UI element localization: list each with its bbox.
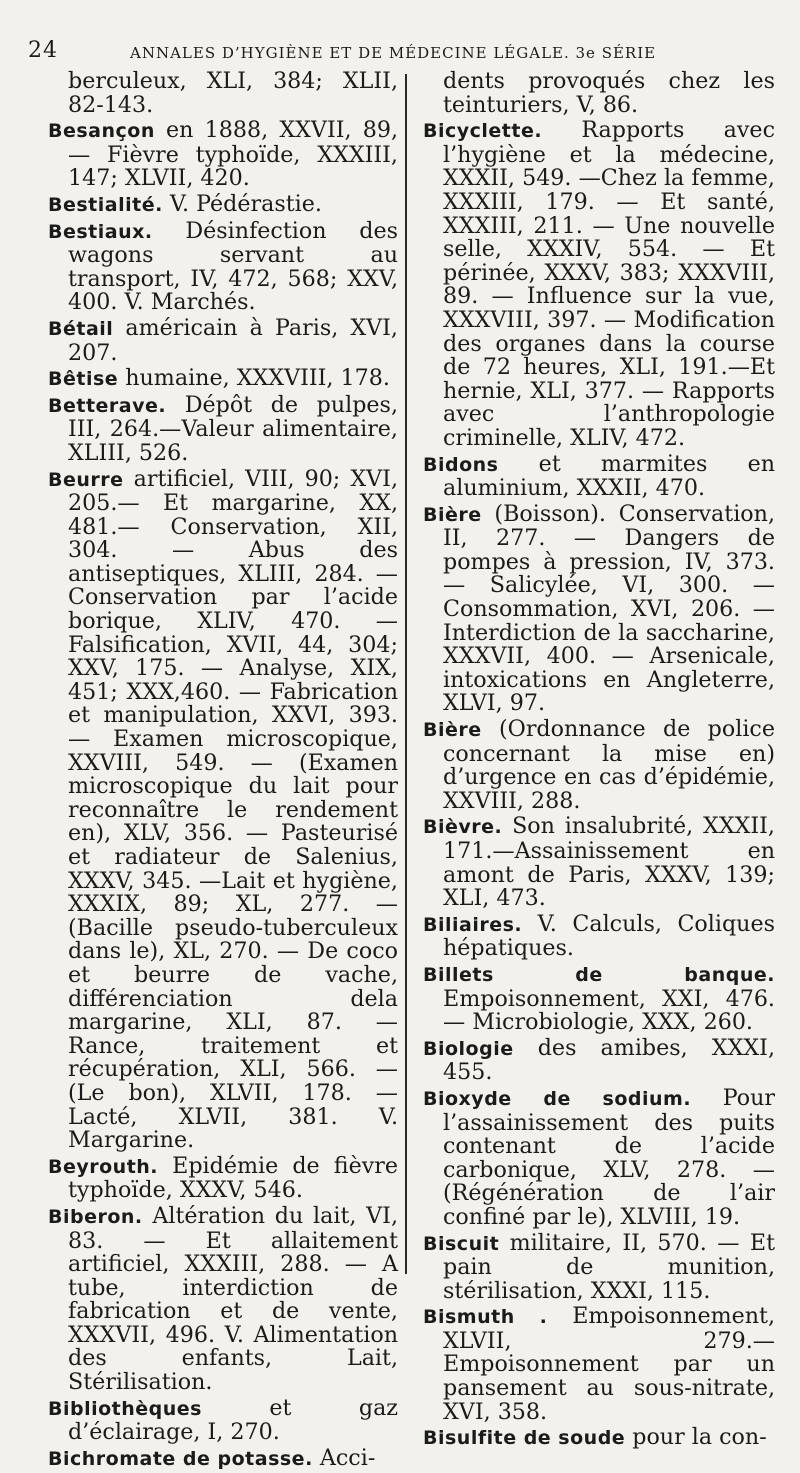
entry-text: (Boisson). Conservation, II, 277. — Dangers de pompes à pression, IV, 373. — Salicylée, VI, 300. — Consommation, XVI, 206. — Interdiction de la saccharine, XXXVII, 400. — Arsenicale, intoxications en Angleterre, XLVI, 97. [443, 500, 775, 717]
column-divider [405, 74, 407, 1274]
entry-text: militaire, II, 570. — Et pain de munition, stérilisation, XXXI, 115. [443, 1229, 775, 1304]
index-entry [48, 1394, 398, 1446]
entry-heading: Bestiaux. [48, 220, 153, 243]
index-entry [423, 718, 775, 813]
entry-text: et marmites en aluminium, XXXII, 470. [443, 450, 775, 502]
entry-heading: Biscuit [423, 1232, 500, 1255]
left-column [48, 70, 398, 1473]
index-entry [423, 500, 775, 717]
index-entry [423, 1034, 775, 1086]
right-column [423, 70, 775, 1453]
index-entry [423, 1084, 775, 1230]
index-entry [48, 465, 398, 1154]
index-entry [423, 450, 775, 502]
entry-text: Dépôt de pulpes, III, 264.—Valeur alimentaire, XLIII, 526. [68, 391, 398, 466]
entry-text: Acci- [312, 1444, 376, 1471]
entry-heading: Billets de banque. [423, 963, 775, 986]
entry-text: berculeux, XLI, 384; XLII, 82-143. [68, 68, 398, 118]
entry-text: V. Calculs, Coliques hépatiques. [443, 910, 775, 962]
entry-heading: Beyrouth. [48, 1155, 159, 1178]
entry-text: pour la con- [625, 1424, 767, 1451]
entry-text: artificiel, VIII, 90; XVI, 205.— Et margarine, XX, 481.— Conservation, XII, 304. — Abus des antiseptiques, XLIII, 284. — Conservation par l’acide borique, XLIV, 470. — Falsification, XVII, 44, 304; XXV, 175. — Analyse, XIX, 451; XXX,460. — Fabrication et manipulation, XXVI, 393. — Examen microscopique, XXVIII, 549. — (Examen microscopique du lait pour reconnaître le rendement en), XLV, 356. — Pasteurisé et radiateur de Salenius, XXXV, 345. —Lait et hygiène, XXXIX, 89; XL, 277. — (Bacille pseudo-tuberculeux dans le), XL, 270. — De coco et beurre de vache, différenciation dela margarine, XLI, 87. — Rance, traitement et récupération, XLI, 566. — (Le bon), XLVII, 178. —Lacté, XLVII, 381. V. Margarine. [68, 465, 398, 1154]
index-entry [423, 1229, 775, 1304]
entry-text: Son insalubrité, XXXII, 171.—Assainissement en amont de Paris, XXXV, 139; XLI, 473. [443, 813, 775, 912]
entry-heading: Bichromate de potasse. [48, 1447, 313, 1470]
entry-heading: Betterave. [48, 394, 167, 417]
index-entry [423, 1305, 775, 1424]
index-entry [423, 70, 775, 117]
entry-text: (Ordonnance de police concernant la mise en) d’urgence en cas d’épidémie, XXVIII, 288. [443, 716, 775, 814]
entry-heading: Biologie [423, 1037, 514, 1060]
entry-heading: Bisulfite de soude [423, 1427, 626, 1450]
entry-text: V. Pédérastie. [162, 190, 322, 217]
entry-text: et gaz d’éclairage, I, 270. [68, 1394, 398, 1446]
index-entry [48, 70, 398, 117]
page-header [28, 30, 780, 63]
running-title: ANNALES D’HYGIÈNE ET DE MÉDECINE LÉGALE. 3e SÉRIE [130, 44, 657, 62]
entry-heading: Besançon [48, 120, 155, 143]
entry-text: Rapports avec l’hygiène et la médecine, XXXII, 549. —Chez la femme, XXXIII, 179. — Et santé, XXXIII, 211. — Une nouvelle selle, XXXIV, 554. — Et périnée, XXXV, 383; XXXVIII, 89. — Influence sur la vue, XXXVIII, 397. — Modification des organes dans la course de 72 heures, XLI, 191.—Et hernie, XLI, 377. — Rapports avec l’anthropologie criminelle, XLIV, 472. [443, 117, 775, 451]
entry-heading: Biberon. [48, 1205, 143, 1228]
index-entry [48, 367, 398, 392]
entry-heading: Bismuth . [423, 1306, 548, 1329]
index-entry [48, 1152, 398, 1204]
index-entry [423, 1426, 775, 1451]
entry-text: Epidémie de fièvre typhoïde, XXXV, 546. [68, 1152, 398, 1204]
entry-heading: Bicyclette. [423, 120, 543, 143]
index-entry [48, 391, 398, 466]
entry-text: Altération du lait, VI, 83. — Et allaitement artificiel, XXXIII, 288. — A tube, interdiction de fabrication et de vente, XXXVII, 496. V. Alimentation des enfants, Lait, Stérilisation. [68, 1202, 398, 1396]
index-entry [48, 1444, 398, 1472]
entry-heading: Bidons [423, 453, 499, 476]
index-entry [48, 314, 398, 366]
index-entry [48, 190, 398, 218]
index-entry [423, 963, 775, 1035]
entry-heading: Bétail [48, 317, 114, 340]
index-entry [423, 910, 775, 962]
entry-text: Désinfection des wagons servant au transport, IV, 472, 568; XXV, 400. V. Marchés. [68, 217, 398, 316]
index-entry [48, 1202, 398, 1396]
entry-text: Empoisonnement, XXI, 476. — Microbiologie, XXX, 260. [443, 985, 775, 1036]
entry-heading: Bestialité. [48, 193, 163, 216]
entry-text: Empoisonnement, XLVII, 279.— Empoisonnement par un pansement au sous-nitrate, XVI, 358. [443, 1303, 775, 1425]
entry-heading: Biliaires. [423, 913, 523, 936]
entry-heading: Bièvre. [423, 816, 503, 839]
index-entry [423, 119, 775, 450]
entry-text: humaine, XXXVIII, 178. [118, 365, 390, 392]
entry-heading: Bêtise [48, 368, 119, 391]
entry-heading: Bière [423, 719, 482, 742]
entry-heading: Bière [423, 503, 482, 526]
entry-heading: Bibliothèques [48, 1397, 202, 1420]
index-entry [423, 815, 775, 910]
entry-text: américain à Paris, XVI, 207. [68, 314, 398, 366]
index-entry [48, 217, 398, 316]
entry-text: en 1888, XXVII, 89, — Fièvre typhoïde, XXXIII, 147; XLVII, 420. [68, 117, 398, 192]
page-number: 24 [28, 38, 58, 63]
entry-heading: Beurre [48, 468, 124, 491]
entry-heading: Bioxyde de sodium. [423, 1087, 692, 1110]
entry-text: des amibes, XXXI, 455. [443, 1034, 775, 1086]
index-entry [48, 119, 398, 191]
entry-text: Pour l’assainissement des puits contenant de l’acide carbonique, XLV, 278. — (Régénération de l’air confiné par le), XLVIII, 19. [443, 1084, 775, 1230]
entry-text: dents provoqués chez les teinturiers, V, 86. [443, 68, 775, 118]
